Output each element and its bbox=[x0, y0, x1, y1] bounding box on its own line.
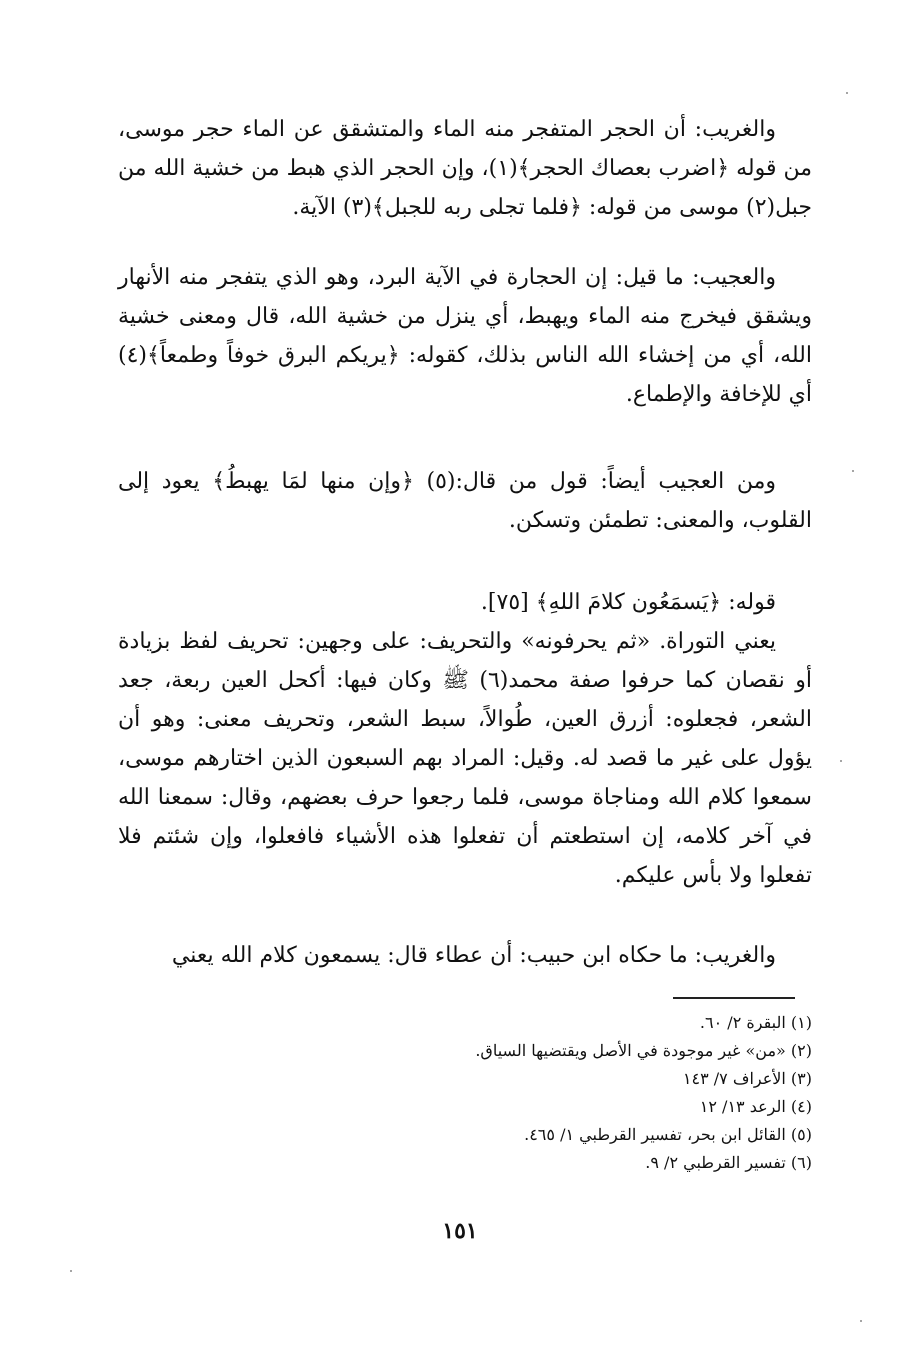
text-block-4 bbox=[118, 583, 812, 895]
paragraph-gharib-stone: والغريب: أن الحجر المتفجر منه الماء والمتشقق عن الماء حجر موسى، من قوله ﴿اضرب بعصاك الحجر﴾(١)، وإن الحجر الذي هبط من خشية الله من جبل(٢) موسى من قوله: ﴿فلما تجلى ربه للجبل﴾(٣) الآية. bbox=[118, 117, 812, 220]
text-block-2 bbox=[118, 258, 812, 414]
footnotes bbox=[360, 1009, 812, 1177]
footnote: (٥) القائل ابن بحر، تفسير القرطبي ١/ ٤٦٥. bbox=[524, 1125, 812, 1144]
verse-heading: قوله: ﴿يَسمَعُون كلامَ اللهِ﴾ [٧٥]. bbox=[480, 590, 776, 615]
footnote: (٢) «من» غير موجودة في الأصل ويقتضيها السياق. bbox=[475, 1041, 812, 1060]
footnote: (٤) الرعد ١٣/ ١٢ bbox=[699, 1097, 812, 1116]
paragraph-ajib-hail: والعجيب: ما قيل: إن الحجارة في الآية البرد، وهو الذي يتفجر منه الأنهار ويشقق فيخرج منه الماء ويهبط، أي ينزل من خشية الله، قال ومعنى خشية الله، أي من إخشاء الله الناس بذلك، كقوله: ﴿يريكم البرق خوفاً وطمعاً﴾(٤) أي للإخافة والإطماع. bbox=[118, 265, 812, 407]
text-block-1 bbox=[118, 110, 812, 227]
scan-speck bbox=[846, 92, 848, 94]
paragraph-gharib-ibn-habib: والغريب: ما حكاه ابن حبيب: أن عطاء قال: يسمعون كلام الله يعني bbox=[171, 943, 776, 968]
footnote: (٦) تفسير القرطبي ٢/ ٩. bbox=[645, 1153, 812, 1172]
text-block-3 bbox=[118, 462, 812, 540]
footnote-divider bbox=[673, 997, 795, 999]
page-number: ١٥١ bbox=[442, 1218, 478, 1244]
footnote: (١) البقرة ٢/ ٦٠. bbox=[699, 1013, 812, 1032]
footnote: (٣) الأعراف ٧/ ١٤٣ bbox=[682, 1069, 812, 1088]
paragraph-ajib-hearts: ومن العجيب أيضاً: قول من قال:(٥) ﴿وإن منها لمَا يهبطُ﴾ يعود إلى القلوب، والمعنى: تطمئن وتسكن. bbox=[118, 469, 812, 533]
text-block-5 bbox=[118, 936, 812, 975]
scan-speck bbox=[852, 470, 854, 472]
scan-speck bbox=[860, 1320, 862, 1322]
scan-speck bbox=[840, 760, 842, 762]
paragraph-tahrif: يعني التوراة. «ثم يحرفونه» والتحريف: على وجهين: تحريف لفظ بزيادة أو نقصان كما حرفوا صفة محمد(٦) ﷺ وكان فيها: أكحل العين ربعة، جعد الشعر، فجعلوه: أزرق العين، طُوالاً، سبط الشعر، وتحريف معنى: وهو أن يؤول على غير ما قصد له. وقيل: المراد بهم السبعون الذين اختارهم موسى، سمعوا كلام الله ومناجاة موسى، فلما رجعوا حرف بعضهم، وقال: سمعنا الله في آخر كلامه، إن استطعتم أن تفعلوا هذه الأشياء فافعلوا، وإن شئتم فلا تفعلوا ولا بأس عليكم. bbox=[118, 629, 812, 888]
scan-speck bbox=[70, 1270, 72, 1272]
